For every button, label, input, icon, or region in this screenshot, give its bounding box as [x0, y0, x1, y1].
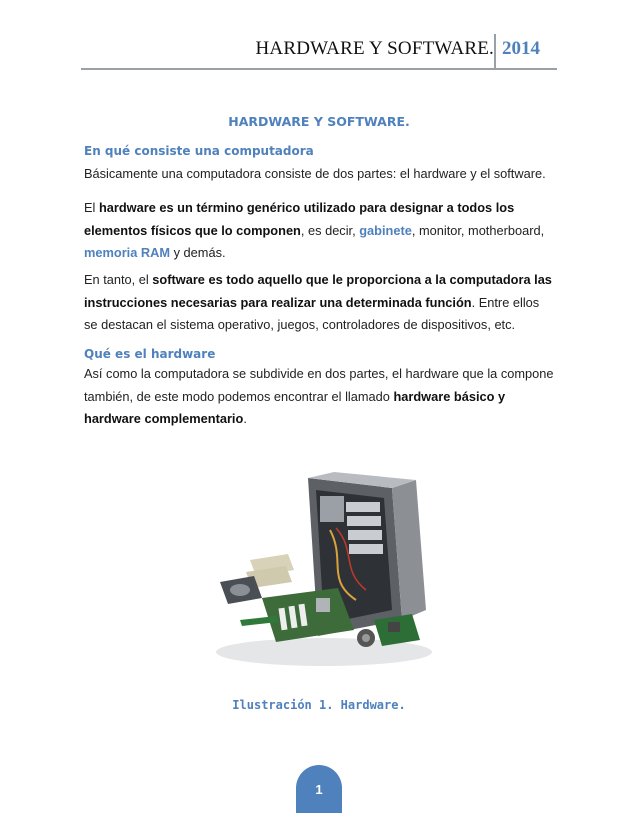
header-divider [494, 34, 496, 68]
paragraph-hardware-types: Así como la computadora se subdivide en dos partes, el hardware que la compone también, de este modo podemos encontrar el llamado hardware básico y hardware complementario. [84, 366, 554, 426]
page-number: 1 [315, 781, 323, 797]
page-title: HARDWARE Y SOFTWARE. [228, 114, 410, 129]
link-gabinete[interactable]: gabinete [359, 222, 412, 238]
link-memoria-ram[interactable]: memoria RAM [84, 245, 171, 260]
header-rule [81, 68, 557, 70]
section-title-computadora: En qué consiste una computadora [84, 144, 314, 158]
paragraph-software-definition: En tanto, el software es todo aquello que le proporciona a la computadora las instrucciones necesarias para realizar una determinada función. Entre ellos se destacan el sistema operativo, juegos, controladores de dispositivos, etc. [84, 272, 552, 332]
paragraph-hardware-definition: El hardware es un término genérico utilizado para designar a todos los elementos físicos que lo componen, es decir, gabinete, monitor, motherboard, memoria RAM y demás. [84, 200, 545, 260]
paragraph-intro: Básicamente una computadora consiste de dos partes: el hardware y el software. [84, 166, 546, 181]
header-year: 2014 [502, 38, 540, 59]
figure-caption: Ilustración 1. Hardware. [232, 698, 406, 712]
section-title-hardware: Qué es el hardware [84, 347, 216, 361]
page-number-badge [296, 765, 342, 813]
hardware-illustration [206, 470, 432, 670]
header-title: HARDWARE Y SOFTWARE. [255, 38, 494, 59]
